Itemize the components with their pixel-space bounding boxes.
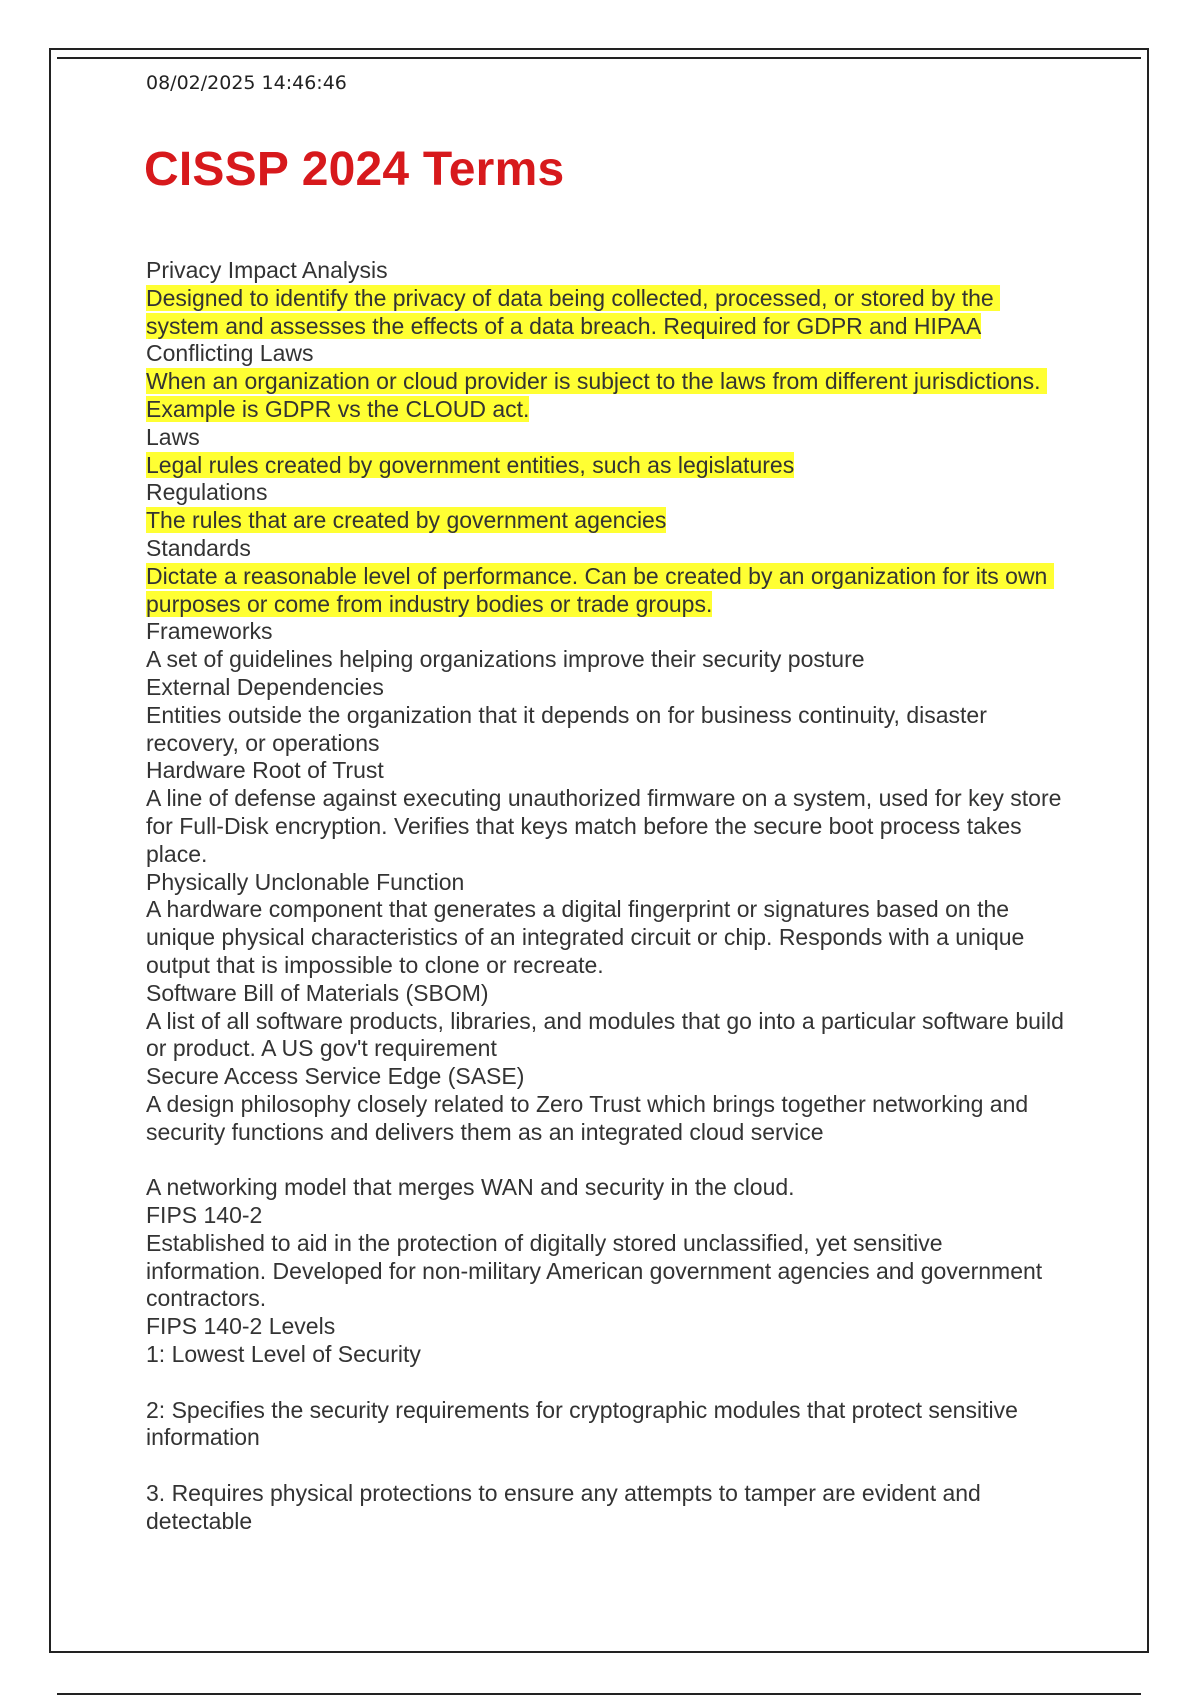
term-definition (146, 452, 1066, 480)
term-name: Hardware Root of Trust (146, 757, 384, 784)
term-definition (146, 563, 1066, 619)
document-title: CISSP 2024 Terms (144, 143, 565, 196)
term-definition: A design philosophy closely related to Zero Trust which brings together networking and security functions and delivers them as an integrated cloud service A networking model that merges WAN and security in the cloud. (146, 1090, 1029, 1201)
term-name: Physically Unclonable Function (146, 868, 465, 895)
term-definition: Established to aid in the protection of digitally stored unclassified, yet sensitive information. Developed for non-military American government agencies and government contractors. (146, 1229, 1049, 1312)
term-name: Conflicting Laws (146, 340, 314, 367)
term-name: FIPS 140-2 Levels (146, 1313, 336, 1340)
highlighted-text: The rules that are created by government agencies (146, 507, 667, 534)
term-definition: A hardware component that generates a digital fingerprint or signatures based on the unique physical characteristics of an integrated circuit or chip. Responds with a unique output that is impossible to clone or recreate. (146, 896, 1031, 978)
term-definition (146, 507, 1066, 535)
bottom-rule (57, 1693, 1141, 1695)
term-name: Standards (146, 534, 251, 561)
term-name: Laws (146, 423, 200, 450)
term-definition: Entities outside the organization that it depends on for business continuity, disaster recovery, or operations (146, 701, 994, 756)
term-definition (146, 368, 1066, 424)
top-rule (57, 57, 1141, 59)
term-name: External Dependencies (146, 673, 384, 700)
term-definition: A set of guidelines helping organizations improve their security posture (146, 646, 865, 673)
term-name: FIPS 140-2 (146, 1202, 263, 1229)
highlighted-text: Designed to identify the privacy of data being collected, processed, or stored by the system and assesses the effects of a data breach. Required for GDPR and HIPAA (146, 284, 1001, 339)
term-name: Secure Access Service Edge (SASE) (146, 1063, 525, 1090)
term-name: Frameworks (146, 618, 273, 645)
term-name: Regulations (146, 479, 268, 506)
term-definition (146, 285, 1066, 341)
timestamp: 08/02/2025 14:46:46 (146, 72, 347, 94)
term-name: Software Bill of Materials (SBOM) (146, 979, 489, 1006)
term-name: Privacy Impact Analysis (146, 257, 388, 283)
highlighted-text: Legal rules created by government entities, such as legislatures (146, 451, 795, 478)
term-definition: A list of all software products, libraries, and modules that go into a particular software build or product. A US gov't requirement (146, 1007, 1071, 1062)
highlighted-text: When an organization or cloud provider is subject to the laws from different jurisdictions. Example is GDPR vs the CLOUD act. (146, 368, 1047, 422)
term-definition: A line of defense against executing unauthorized firmware on a system, used for key store for Full-Disk encryption. Verifies that keys match before the secure boot process takes place. (146, 785, 1068, 867)
term-definition: 1: Lowest Level of Security 2: Specifies the security requirements for cryptographic modules that protect sensitive information 3. Requires physical protections to ensure any attempts to tamper are evident and detectable (146, 1341, 1018, 1534)
highlighted-text: Dictate a reasonable level of performance. Can be created by an organization for its own purposes or come from industry bodies or trade groups. (146, 562, 1054, 617)
terms-list (146, 257, 1071, 1536)
